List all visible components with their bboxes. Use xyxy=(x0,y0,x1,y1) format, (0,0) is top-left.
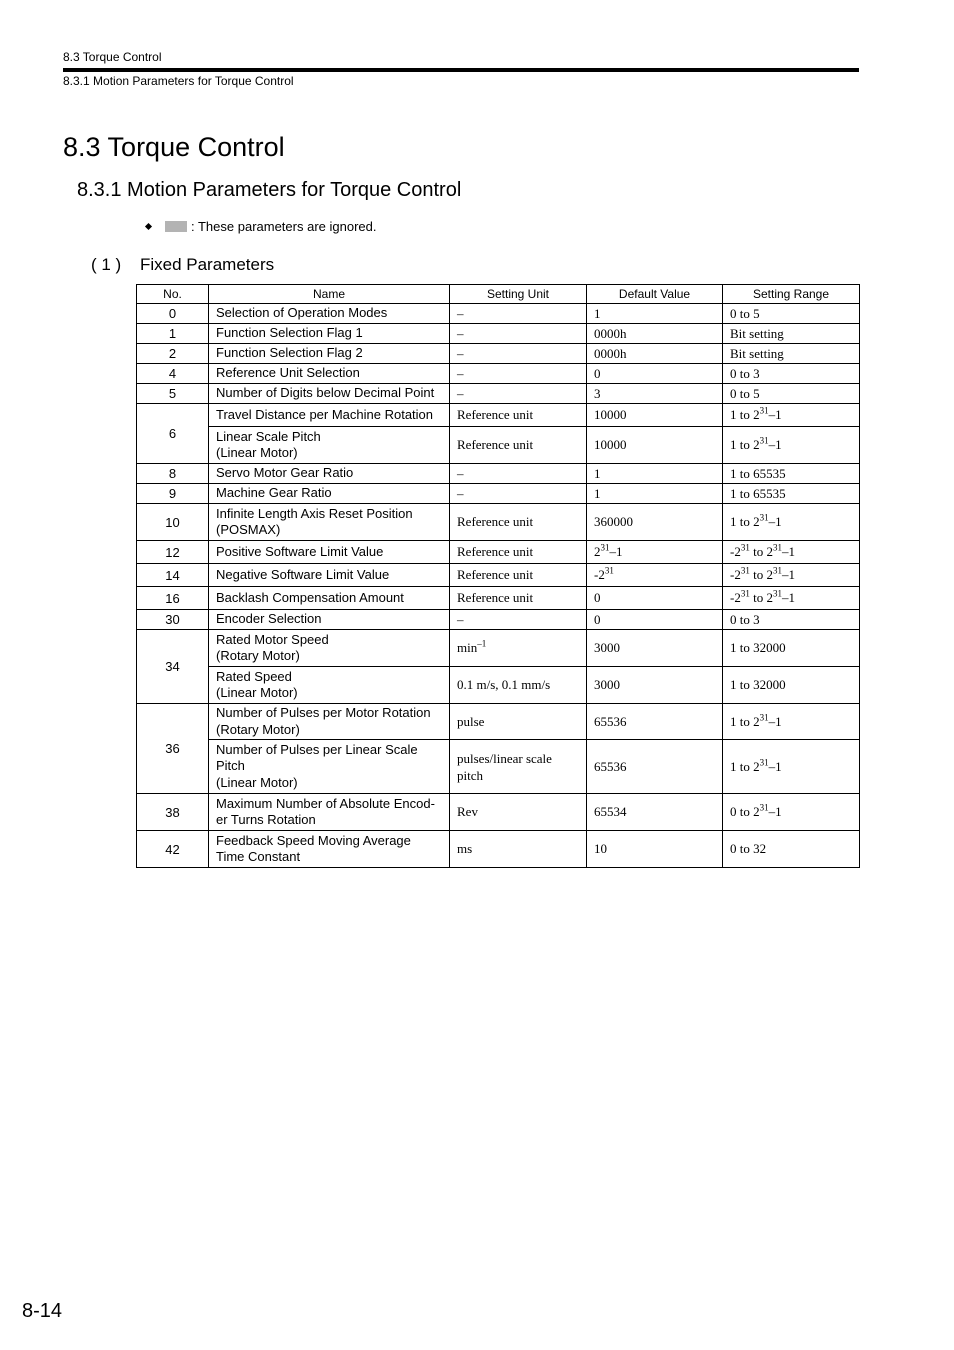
fixed-parameters-heading xyxy=(91,255,274,275)
range-exponent: 31 xyxy=(759,512,769,523)
cell-default: 360000 xyxy=(587,504,723,541)
cell-unit: 0.1 m/s, 0.1 mm/s xyxy=(450,667,587,704)
cell-name: Number of Digits below Decimal Point xyxy=(209,384,450,404)
range-tail: –1 xyxy=(768,437,782,452)
range-tail: –1 xyxy=(781,567,795,582)
cell-name xyxy=(209,427,450,464)
range-base: 1 to 2 xyxy=(730,437,760,452)
cell-range: 1 to 65535 xyxy=(723,464,860,484)
table-row xyxy=(137,831,860,868)
cell-unit: – xyxy=(450,364,587,384)
name-line-1: Number of Pulses per Linear Scale xyxy=(216,741,418,757)
cell-no: 1 xyxy=(137,324,209,344)
unit-exponent: –1 xyxy=(477,638,487,649)
cell-unit: ms xyxy=(450,831,587,868)
default-exponent: 31 xyxy=(604,565,614,576)
range-middle: to 2 xyxy=(749,544,773,559)
cell-default: 0000h xyxy=(587,344,723,364)
cell-no: 12 xyxy=(137,541,209,564)
cell-unit: Reference unit xyxy=(450,504,587,541)
header-name: Name xyxy=(209,285,450,304)
unit-line-1: pulses/linear scale xyxy=(457,750,552,766)
cell-default: 0 xyxy=(587,587,723,610)
range-tail: –1 xyxy=(768,407,782,422)
table-row xyxy=(137,404,860,427)
name-line-1: Infinite Length Axis Reset Position xyxy=(216,505,413,521)
default-tail: –1 xyxy=(609,544,623,559)
cell-name xyxy=(209,704,450,740)
cell-unit: – xyxy=(450,484,587,504)
table-row xyxy=(137,504,860,541)
cell-default: 0 xyxy=(587,364,723,384)
range-base: -2 xyxy=(730,590,741,605)
cell-range xyxy=(723,404,860,427)
cell-range: 1 to 32000 xyxy=(723,630,860,667)
cell-range: 1 to 32000 xyxy=(723,667,860,704)
range-tail: –1 xyxy=(768,514,782,529)
range-base: 1 to 2 xyxy=(730,758,760,774)
cell-range xyxy=(723,427,860,464)
cell-unit: Rev xyxy=(450,794,587,831)
cell-default: 3 xyxy=(587,384,723,404)
table-row xyxy=(137,667,860,704)
cell-unit: – xyxy=(450,464,587,484)
cell-range xyxy=(723,740,860,794)
range-base: 1 to 2 xyxy=(730,713,760,729)
table-row xyxy=(137,344,860,364)
cell-range: Bit setting xyxy=(723,344,860,364)
cell-no: 9 xyxy=(137,484,209,504)
cell-no: 6 xyxy=(137,404,209,464)
cell-name: Function Selection Flag 1 xyxy=(209,324,450,344)
running-header-subsection: 8.3.1 Motion Parameters for Torque Control xyxy=(63,74,294,88)
range-exponent: 31 xyxy=(759,802,769,813)
cell-unit: – xyxy=(450,324,587,344)
header-rule xyxy=(63,68,859,72)
range-exponent: 31 xyxy=(759,757,769,768)
name-line-2: (Linear Motor) xyxy=(216,445,298,460)
cell-range xyxy=(723,587,860,610)
range-exponent: 31 xyxy=(740,565,750,576)
gray-swatch-icon xyxy=(165,221,187,232)
unit-line-2: pitch xyxy=(457,767,483,783)
ignored-note-text: : These parameters are ignored. xyxy=(191,219,377,234)
range-middle: to 2 xyxy=(749,567,773,582)
cell-unit: Reference unit xyxy=(450,427,587,464)
cell-no: 0 xyxy=(137,304,209,324)
unit-base: min xyxy=(457,640,478,655)
range-exponent-2: 31 xyxy=(772,542,782,553)
range-exponent: 31 xyxy=(759,405,769,416)
cell-name xyxy=(209,504,450,541)
cell-default: 10000 xyxy=(587,404,723,427)
table-row xyxy=(137,740,860,794)
cell-name: Function Selection Flag 2 xyxy=(209,344,450,364)
range-base: -2 xyxy=(730,544,741,559)
name-line-2: (Linear Motor) xyxy=(216,685,298,700)
range-exponent-2: 31 xyxy=(772,588,782,599)
header-unit: Setting Unit xyxy=(450,285,587,304)
page-title: 8.3 Torque Control xyxy=(63,132,285,162)
table-row xyxy=(137,464,860,484)
range-base: 0 to 2 xyxy=(730,804,760,819)
cell-default xyxy=(587,564,723,587)
cell-default: 10 xyxy=(587,831,723,868)
cell-name: Reference Unit Selection xyxy=(209,364,450,384)
table-row xyxy=(137,794,860,831)
header-no: No. xyxy=(137,285,209,304)
cell-name: Selection of Operation Modes xyxy=(209,304,450,324)
name-line-2: Time Constant xyxy=(216,849,301,864)
name-line-2: (Rotary Motor) xyxy=(216,648,300,663)
cell-unit xyxy=(450,740,587,794)
cell-default: 65534 xyxy=(587,794,723,831)
cell-name xyxy=(209,667,450,704)
header-range: Setting Range xyxy=(723,285,860,304)
default-base: -2 xyxy=(594,567,605,582)
cell-range: 0 to 5 xyxy=(723,304,860,324)
cell-range: Bit setting xyxy=(723,324,860,344)
cell-name: Positive Software Limit Value xyxy=(209,541,450,564)
table-row xyxy=(137,304,860,324)
cell-name xyxy=(209,831,450,868)
cell-unit: – xyxy=(450,344,587,364)
cell-name: Backlash Compensation Amount xyxy=(209,587,450,610)
cell-unit: Reference unit xyxy=(450,564,587,587)
cell-name xyxy=(209,794,450,831)
header-default: Default Value xyxy=(587,285,723,304)
cell-name: Machine Gear Ratio xyxy=(209,484,450,504)
cell-range: 0 to 3 xyxy=(723,610,860,630)
cell-no: 8 xyxy=(137,464,209,484)
cell-no: 30 xyxy=(137,610,209,630)
range-base: -2 xyxy=(730,567,741,582)
cell-unit: – xyxy=(450,304,587,324)
table-row xyxy=(137,541,860,564)
range-exponent: 31 xyxy=(759,435,769,446)
page-number: 8-14 xyxy=(22,1300,63,1322)
cell-range xyxy=(723,541,860,564)
cell-unit: Reference unit xyxy=(450,587,587,610)
cell-default: 10000 xyxy=(587,427,723,464)
table-row xyxy=(137,564,860,587)
table-row xyxy=(137,610,860,630)
cell-range: 0 to 5 xyxy=(723,384,860,404)
cell-unit xyxy=(450,630,587,667)
section-title: 8.3.1 Motion Parameters for Torque Control xyxy=(77,179,462,201)
range-tail: –1 xyxy=(781,544,795,559)
cell-unit: Reference unit xyxy=(450,541,587,564)
bullet-diamond-icon xyxy=(145,223,152,230)
cell-name: Travel Distance per Machine Rotation xyxy=(209,404,450,427)
cell-name: Servo Motor Gear Ratio xyxy=(209,464,450,484)
fixed-parameters-table xyxy=(136,284,860,868)
name-line-1: Number of Pulses per Motor Rotation xyxy=(216,705,431,720)
cell-range xyxy=(723,704,860,740)
table-row xyxy=(137,587,860,610)
cell-range xyxy=(723,564,860,587)
running-header-section: 8.3 Torque Control xyxy=(63,50,162,64)
cell-default: 1 xyxy=(587,304,723,324)
cell-no: 4 xyxy=(137,364,209,384)
cell-no: 34 xyxy=(137,630,209,704)
cell-no: 36 xyxy=(137,704,209,794)
cell-no: 14 xyxy=(137,564,209,587)
range-base: 1 to 2 xyxy=(730,407,760,422)
range-base: 1 to 2 xyxy=(730,514,760,529)
table-row xyxy=(137,324,860,344)
range-exponent: 31 xyxy=(740,542,750,553)
cell-no: 38 xyxy=(137,794,209,831)
cell-name xyxy=(209,740,450,794)
range-exponent-2: 31 xyxy=(772,565,782,576)
name-line-1: Rated Motor Speed xyxy=(216,631,329,647)
range-tail: –1 xyxy=(768,804,782,819)
fixed-parameters-number: ( 1 ) xyxy=(91,255,122,274)
cell-default: 65536 xyxy=(587,704,723,740)
name-line-2: (POSMAX) xyxy=(216,522,281,537)
table-row xyxy=(137,384,860,404)
range-tail: –1 xyxy=(768,758,782,774)
table-row xyxy=(137,704,860,740)
name-line-1: Linear Scale Pitch xyxy=(216,428,321,444)
name-line-2: Pitch xyxy=(216,758,245,774)
name-line-1: Rated Speed xyxy=(216,668,292,684)
cell-unit: – xyxy=(450,384,587,404)
fixed-parameters-label: Fixed Parameters xyxy=(139,255,275,274)
cell-name xyxy=(209,630,450,667)
name-line-2: er Turns Rotation xyxy=(216,812,316,827)
cell-name: Encoder Selection xyxy=(209,610,450,630)
name-line-2: (Rotary Motor) xyxy=(216,721,300,737)
table-row xyxy=(137,427,860,464)
cell-unit: pulse xyxy=(450,704,587,740)
cell-default: 3000 xyxy=(587,630,723,667)
cell-no: 10 xyxy=(137,504,209,541)
cell-range: 0 to 3 xyxy=(723,364,860,384)
cell-range: 1 to 65535 xyxy=(723,484,860,504)
cell-unit: Reference unit xyxy=(450,404,587,427)
cell-default: 3000 xyxy=(587,667,723,704)
range-middle: to 2 xyxy=(749,590,773,605)
name-line-3: (Linear Motor) xyxy=(216,774,298,790)
cell-no: 2 xyxy=(137,344,209,364)
ignored-note xyxy=(146,219,376,234)
range-tail: –1 xyxy=(781,590,795,605)
table-header-row xyxy=(137,285,860,304)
name-line-1: Feedback Speed Moving Average xyxy=(216,832,411,848)
cell-name: Negative Software Limit Value xyxy=(209,564,450,587)
cell-default xyxy=(587,541,723,564)
default-exponent: 31 xyxy=(600,542,610,553)
cell-no: 5 xyxy=(137,384,209,404)
cell-default: 0 xyxy=(587,610,723,630)
cell-range: 0 to 32 xyxy=(723,831,860,868)
name-line-1: Maximum Number of Absolute Encod- xyxy=(216,795,435,811)
table-row xyxy=(137,364,860,384)
range-exponent: 31 xyxy=(740,588,750,599)
table-row xyxy=(137,484,860,504)
cell-no: 16 xyxy=(137,587,209,610)
table-row xyxy=(137,630,860,667)
cell-default: 65536 xyxy=(587,740,723,794)
cell-no: 42 xyxy=(137,831,209,868)
cell-default: 1 xyxy=(587,484,723,504)
default-base: 2 xyxy=(594,544,601,559)
cell-range xyxy=(723,794,860,831)
cell-default: 0000h xyxy=(587,324,723,344)
cell-unit: – xyxy=(450,610,587,630)
range-tail: –1 xyxy=(768,713,782,729)
cell-default: 1 xyxy=(587,464,723,484)
range-exponent: 31 xyxy=(759,712,769,723)
cell-range xyxy=(723,504,860,541)
